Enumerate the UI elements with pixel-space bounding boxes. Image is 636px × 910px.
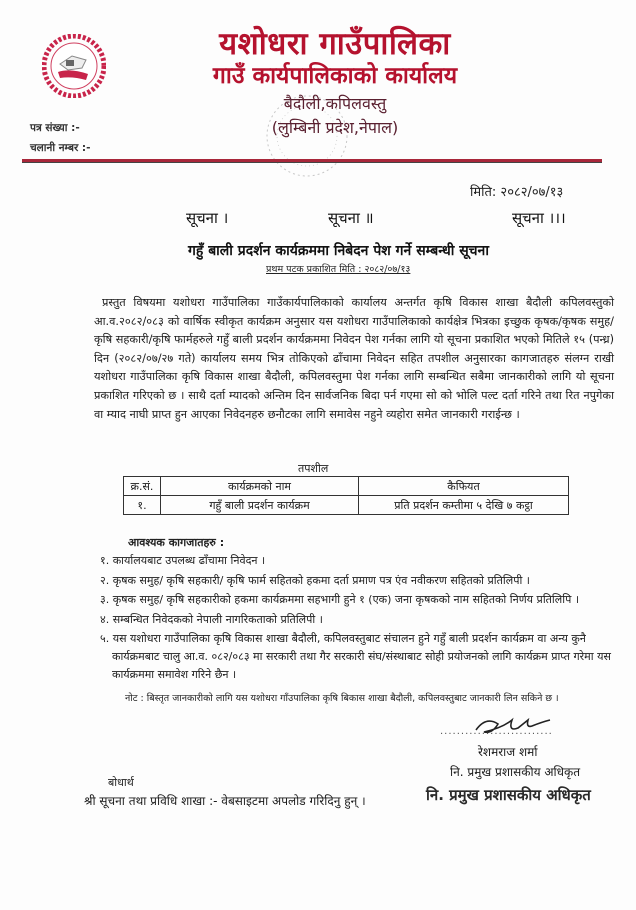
list-item: २. कृषक समुह/ कृषि सहकारी/ कृषि फार्म सहितको हकमा दर्ता प्रमाण पत्र एंव नवीकरण सहितको प्रतिलिपी ।	[100, 573, 530, 587]
office-province: (लुम्बिनी प्रदेश,नेपाल)	[271, 118, 399, 137]
municipality-name: यशोधरा गाउँपालिका	[219, 26, 451, 62]
office-name: गाउँ कार्यपालिकाको कार्यालय	[212, 63, 458, 89]
notice-subject: गहुँ बाली प्रदर्शन कार्यक्रममा निबेदन पेश गर्ने सम्बन्धी सूचना	[188, 243, 489, 259]
column-header-remarks: कैफियत	[359, 477, 569, 496]
requirements-heading: आवश्यक कागजातहरु :	[128, 536, 225, 549]
signatory-title: नि. प्रमुख प्रशासकीय अधिकृत	[450, 765, 581, 779]
list-item: ५. यस यशोधरा गाउँपालिका कृषि विकास शाखा बैदौली, कपिलवस्तुबाट संचालन हुने गहुँ बाली प्रदर्शन कार्यक्रम वा अन्य कुनै कार्यक्रमबाट चालु आ.व. ०८२/०८३ मा सरकारी तथा गैर सरकारी संघ/संस्थाबाट सोही प्रयोजनको लागि कार्यक्रम प्राप्त गरेमा यस कार्यक्रममा समावेश गरिने छैन ।	[100, 632, 611, 681]
office-location: बैदौली,कपिलवस्तु	[283, 94, 387, 113]
schedule-title: तपशील	[298, 462, 329, 475]
signature-line: ...........................	[440, 726, 553, 737]
signatory-name: रेशमराज शर्मा	[478, 745, 538, 759]
first-published-date: प्रथम पटक प्रकाशित मिति : २०८२/०७/१३	[266, 264, 411, 275]
notice-heading-1: सूचना ।	[186, 209, 229, 227]
cell-program: गहुँ बाली प्रदर्शन कार्यक्रम	[161, 496, 359, 515]
schedule-table	[123, 476, 569, 515]
list-item: ४. सम्बन्धित निवेदकको नेपाली नागरिकताको प्रतिलिपी ।	[100, 612, 323, 626]
cell-serial: १.	[124, 496, 161, 515]
notice-heading-3: सूचना ।।।	[512, 209, 566, 227]
table-row	[124, 496, 569, 515]
cell-remarks: प्रति प्रदर्शन कम्तीमा ५ देखि ७ कट्ठा	[359, 496, 569, 515]
header-divider-shadow	[22, 162, 602, 163]
list-item: ३. कृषक समुह/ कृषि सहकारीको हकमा कार्यक्रममा सहभागी हुने १ (एक) जना कृषकको नाम सहितको निर्णय प्रतिलिपि ।	[100, 593, 580, 607]
dispatch-number-label: चलानी नम्बर :-	[30, 142, 91, 154]
list-item: १. कार्यालयबाट उपलब्ध ढाँचामा निवेदन ।	[100, 554, 266, 567]
notice-heading-2: सूचना ॥	[328, 209, 374, 227]
note-text: नोट : बिस्तृत जानकारीको लागि यस यशोधरा गाँउपालिका कृषि बिकास शाखा बैदौली, कपिलवस्तुबाट जानकारी लिन सकिने छ ।	[125, 693, 559, 704]
requirements-list	[100, 552, 620, 686]
reference-number-label: पत्र संख्या :-	[30, 122, 80, 134]
table-header-row	[124, 477, 569, 496]
nepal-emblem-icon	[42, 34, 106, 98]
notice-date: मिति: २०८२/०७/१३	[470, 185, 564, 200]
column-header-program: कार्यक्रमको नाम	[161, 477, 359, 496]
column-header-serial: क्र.सं.	[124, 477, 161, 496]
cc-heading: बोधार्थ	[108, 776, 134, 789]
cc-line: श्री सूचना तथा प्रविधि शाखा :- वेबसाइटमा अपलोड गरिदिनु हुन् ।	[84, 794, 366, 808]
notice-body: प्रस्तुत विषयमा यशोधरा गाउँपालिका गाउँकार्यपालिकाको कार्यालय अन्तर्गत कृषि विकास शाखा बैदौली कपिलवस्तुको आ.व.२०८२/०८३ को वार्षिक स्वीकृत कार्यक्रम अनुसार यस यशोधरा गाउँपालिकाको कार्यक्षेत्र भित्रका इच्छुक कृषक/कृषक समुह/कृषि सहकारी/कृषि फार्महरुले गहुँ बाली प्रदर्शन कार्यक्रममा निवेदन पेश गर्नका लागि यो सूचना प्रकाशित भएको मितिले १५ (पन्ध्र) दिन (२०८२/०७/२७ गते) कार्यालय समय भित्र तोकिएको ढाँचामा निवेदन सहित तपशील अनुसारका कागजातहरु संलग्न राखी यशोधरा गाउँपालिका कृषि विकास शाखा बैदौली, कपिलवस्तुमा पेश गर्नका लागि सम्बन्धित सबैमा जानकारीको लागि यो सूचना प्रकाशित गरिएको छ । साथै दर्ता म्यादको अन्तिम दिन सार्वजनिक बिदा पर्न गएमा सो को भोलि पल्ट दर्ता गरिने तथा रित नपुगेका वा म्याद नाघी प्राप्त हुन आएका निवेदनहरु छनौटका लागि समावेस नहुने व्यहोरा समेत जानकारी गराईन्छ ।	[94, 296, 615, 421]
office-stamp-icon	[262, 88, 352, 183]
signatory-stamp: नि. प्रमुख प्रशासकीय अधिकृत	[426, 786, 591, 804]
